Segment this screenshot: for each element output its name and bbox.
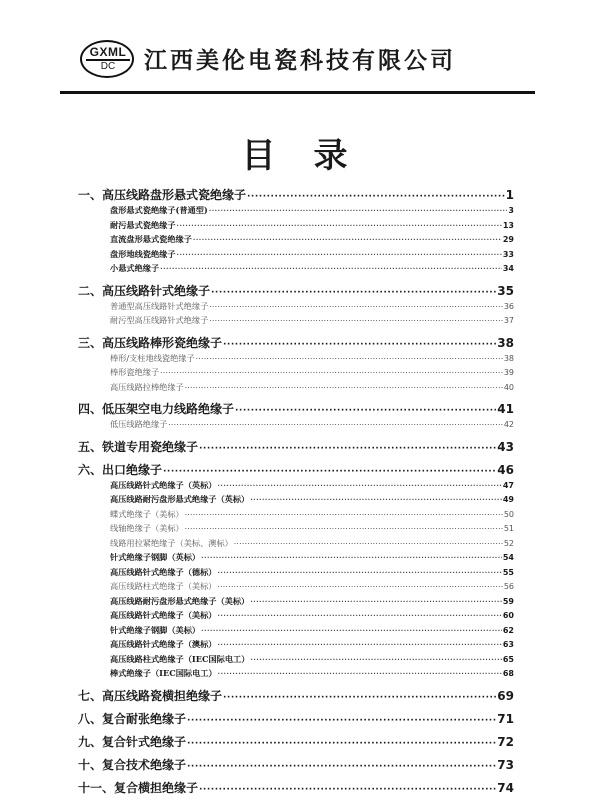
toc-leader-dots	[234, 540, 503, 548]
toc-leader-dots	[185, 384, 503, 392]
toc-leader-dots	[193, 235, 502, 244]
header-rule	[60, 91, 535, 94]
toc-entry-label: 高压线路针式绝缘子（美标）	[110, 610, 217, 620]
table-of-contents	[78, 186, 514, 798]
toc-subsection-entry[interactable]	[78, 581, 514, 596]
logo-bottom-text: DC	[100, 61, 116, 72]
toc-entry-label: 高压线路耐污盘形悬式绝缘子（美标）	[110, 595, 250, 606]
toc-leader-dots	[185, 511, 503, 519]
toc-leader-dots	[217, 481, 501, 490]
toc-section-entry[interactable]	[78, 779, 514, 798]
toc-entry-label: 耐污悬式瓷绝缘子	[110, 219, 176, 230]
toc-page-number: 33	[502, 249, 514, 259]
toc-subsection-entry[interactable]	[78, 538, 514, 553]
toc-subsection-entry[interactable]	[78, 263, 514, 278]
toc-page-number: 43	[497, 439, 514, 454]
toc-entry-label: 棒形/支柱地线瓷绝缘子	[110, 352, 195, 363]
toc-leader-dots	[235, 406, 496, 416]
toc-entry-label: 线轴绝缘子（美标）	[110, 523, 184, 533]
toc-page-number: 69	[497, 688, 514, 703]
toc-entry-label: 普通型高压线路针式绝缘子	[110, 300, 209, 311]
toc-page-number: 56	[503, 582, 514, 591]
toc-subsection-entry[interactable]	[78, 419, 514, 434]
toc-subsection-entry[interactable]	[78, 205, 514, 220]
toc-subsection-entry[interactable]	[78, 654, 514, 669]
toc-page-number: 71	[497, 711, 514, 726]
toc-leader-dots	[199, 785, 496, 795]
toc-entry-label: 三、高压线路棒形瓷绝缘子	[78, 335, 223, 350]
toc-page-number: 40	[503, 382, 514, 392]
toc-page-number: 38	[497, 335, 514, 350]
toc-section-entry[interactable]	[78, 756, 514, 775]
toc-entry-label: 高压线路针式绝缘子（英标）	[110, 479, 217, 490]
toc-leader-dots	[223, 693, 496, 703]
toc-entry-label: 低压线路绝缘子	[110, 419, 168, 429]
toc-page-number: 47	[502, 480, 514, 490]
toc-page-number: 1	[505, 188, 514, 202]
header	[60, 36, 530, 84]
toc-subsection-entry[interactable]	[78, 552, 514, 567]
toc-subsection-entry[interactable]	[78, 523, 514, 538]
toc-section-entry[interactable]	[78, 710, 514, 729]
toc-entry-label: 五、铁道专用瓷绝缘子	[78, 439, 199, 454]
toc-page-number: 3	[508, 206, 514, 215]
toc-page-number: 46	[497, 462, 514, 477]
toc-entry-label: 一、高压线路盘形悬式瓷绝缘子	[78, 188, 247, 202]
toc-page-number: 62	[502, 625, 514, 635]
toc-section-entry[interactable]	[78, 282, 514, 301]
toc-section-entry[interactable]	[78, 186, 514, 205]
toc-page-number: 37	[503, 316, 514, 325]
toc-entry-label: 蝶式绝缘子（美标）	[110, 508, 184, 519]
toc-leader-dots	[201, 626, 502, 635]
toc-page-number: 72	[497, 734, 514, 749]
toc-page-number: 49	[502, 495, 514, 504]
toc-page-number: 42	[503, 420, 514, 429]
toc-entry-label: 四、低压架空电力线路绝缘子	[78, 402, 235, 416]
toc-subsection-entry[interactable]	[78, 668, 514, 683]
toc-page-number: 29	[502, 235, 514, 244]
toc-subsection-entry[interactable]	[78, 596, 514, 611]
toc-entry-label: 十、复合技术绝缘子	[78, 757, 187, 772]
toc-subsection-entry[interactable]	[78, 610, 514, 625]
toc-subsection-entry[interactable]	[78, 301, 514, 316]
toc-entry-label: 小悬式绝缘子	[110, 263, 160, 273]
toc-page-number: 13	[502, 220, 514, 230]
toc-leader-dots	[217, 568, 501, 577]
toc-page-number: 51	[503, 524, 514, 533]
toc-subsection-entry[interactable]	[78, 234, 514, 249]
toc-page-number: 63	[502, 640, 514, 649]
toc-section-entry[interactable]	[78, 438, 514, 457]
toc-page-number: 65	[502, 654, 514, 664]
toc-page-number: 55	[502, 567, 514, 577]
toc-entry-label: 高压线路耐污盘形悬式绝缘子（英标）	[110, 494, 250, 504]
toc-section-entry[interactable]	[78, 687, 514, 706]
toc-subsection-entry[interactable]	[78, 625, 514, 640]
toc-entry-label: 针式绝缘子钢脚（英标）	[110, 552, 201, 562]
toc-page-number: 39	[503, 368, 514, 377]
toc-leader-dots	[217, 640, 501, 649]
toc-page-number: 52	[503, 538, 514, 548]
toc-subsection-entry[interactable]	[78, 639, 514, 654]
toc-subsection-entry[interactable]	[78, 220, 514, 235]
toc-page-number: 38	[503, 353, 514, 363]
toc-entry-label: 棒形瓷绝缘子	[110, 367, 160, 377]
toc-leader-dots	[199, 444, 496, 454]
toc-page-number: 50	[503, 509, 514, 519]
toc-subsection-entry[interactable]	[78, 249, 514, 264]
toc-page-number: 54	[502, 553, 514, 562]
toc-leader-dots	[160, 264, 502, 273]
toc-page-number: 35	[497, 283, 514, 298]
toc-section-entry[interactable]	[78, 334, 514, 353]
toc-leader-dots	[211, 288, 496, 298]
toc-entry-label: 六、出口绝缘子	[78, 462, 163, 477]
toc-leader-dots	[201, 553, 502, 562]
toc-section-entry[interactable]	[78, 733, 514, 752]
toc-entry-label: 二、高压线路针式绝缘子	[78, 283, 211, 298]
toc-entry-label: 高压线路针式绝缘子（澳标）	[110, 639, 217, 649]
toc-page-number: 74	[497, 780, 514, 795]
toc-entry-label: 七、高压线路瓷横担绝缘子	[78, 688, 223, 703]
toc-leader-dots	[163, 467, 496, 477]
logo-top-text: GXML	[89, 45, 127, 59]
toc-page-number: 59	[502, 596, 514, 606]
toc-leader-dots	[217, 611, 501, 620]
toc-subsection-entry[interactable]	[78, 567, 514, 582]
toc-page-number: 68	[502, 669, 514, 678]
toc-page-number: 73	[497, 757, 514, 772]
toc-leader-dots	[177, 250, 502, 259]
toc-subsection-entry[interactable]	[78, 509, 514, 524]
toc-section-entry[interactable]	[78, 461, 514, 480]
toc-leader-dots	[209, 206, 508, 215]
toc-subsection-entry[interactable]	[78, 367, 514, 382]
toc-leader-dots	[250, 597, 502, 606]
toc-entry-label: 针式绝缘子钢脚（美标）	[110, 624, 201, 635]
toc-page-number: 36	[503, 301, 514, 311]
toc-page-number: 34	[502, 264, 514, 273]
toc-leader-dots	[250, 495, 502, 504]
toc-leader-dots	[187, 739, 496, 749]
toc-leader-dots	[168, 421, 502, 429]
toc-subsection-entry[interactable]	[78, 315, 514, 330]
company-logo	[80, 40, 136, 80]
toc-entry-label: 棒式绝缘子（IEC国际电工）	[110, 668, 217, 678]
toc-page-number: 60	[502, 611, 514, 620]
page-title: 目录	[241, 136, 386, 176]
toc-entry-label: 线路用拉紧绝缘子（美标、澳标）	[110, 537, 233, 548]
toc-entry-label: 高压线路柱式绝缘子（美标）	[110, 581, 217, 591]
toc-entry-label: 高压线路柱式绝缘子（IEC国际电工）	[110, 653, 250, 664]
toc-leader-dots	[217, 583, 502, 591]
toc-leader-dots	[209, 317, 503, 325]
toc-entry-label: 直流盘形悬式瓷绝缘子	[110, 234, 192, 244]
toc-leader-dots	[250, 655, 501, 664]
toc-leader-dots	[187, 716, 496, 726]
toc-entry-label: 高压线路拉棒绝缘子	[110, 381, 184, 392]
toc-leader-dots	[177, 221, 502, 230]
toc-leader-dots	[209, 303, 503, 311]
toc-leader-dots	[160, 369, 503, 377]
toc-subsection-entry[interactable]	[78, 494, 514, 509]
toc-entry-label: 耐污型高压线路针式绝缘子	[110, 315, 209, 325]
toc-leader-dots	[185, 525, 503, 533]
company-name: 江西美伦电瓷科技有限公司	[144, 48, 456, 74]
toc-page-number: 41	[497, 402, 514, 416]
toc-leader-dots	[218, 669, 502, 678]
toc-leader-dots	[187, 762, 496, 772]
toc-entry-label: 八、复合耐张绝缘子	[78, 711, 187, 726]
toc-section-entry[interactable]	[78, 400, 514, 419]
toc-entry-label: 盘形悬式瓷绝缘子(普通型)	[110, 205, 208, 215]
toc-entry-label: 盘形地线瓷绝缘子	[110, 248, 176, 259]
toc-subsection-entry[interactable]	[78, 480, 514, 495]
toc-leader-dots	[196, 355, 503, 363]
toc-leader-dots	[247, 192, 505, 202]
toc-entry-label: 九、复合针式绝缘子	[78, 734, 187, 749]
toc-subsection-entry[interactable]	[78, 353, 514, 368]
toc-entry-label: 高压线路针式绝缘子（德标）	[110, 566, 217, 577]
toc-entry-label: 十一、复合横担绝缘子	[78, 780, 199, 795]
toc-subsection-entry[interactable]	[78, 382, 514, 397]
toc-leader-dots	[223, 340, 496, 350]
